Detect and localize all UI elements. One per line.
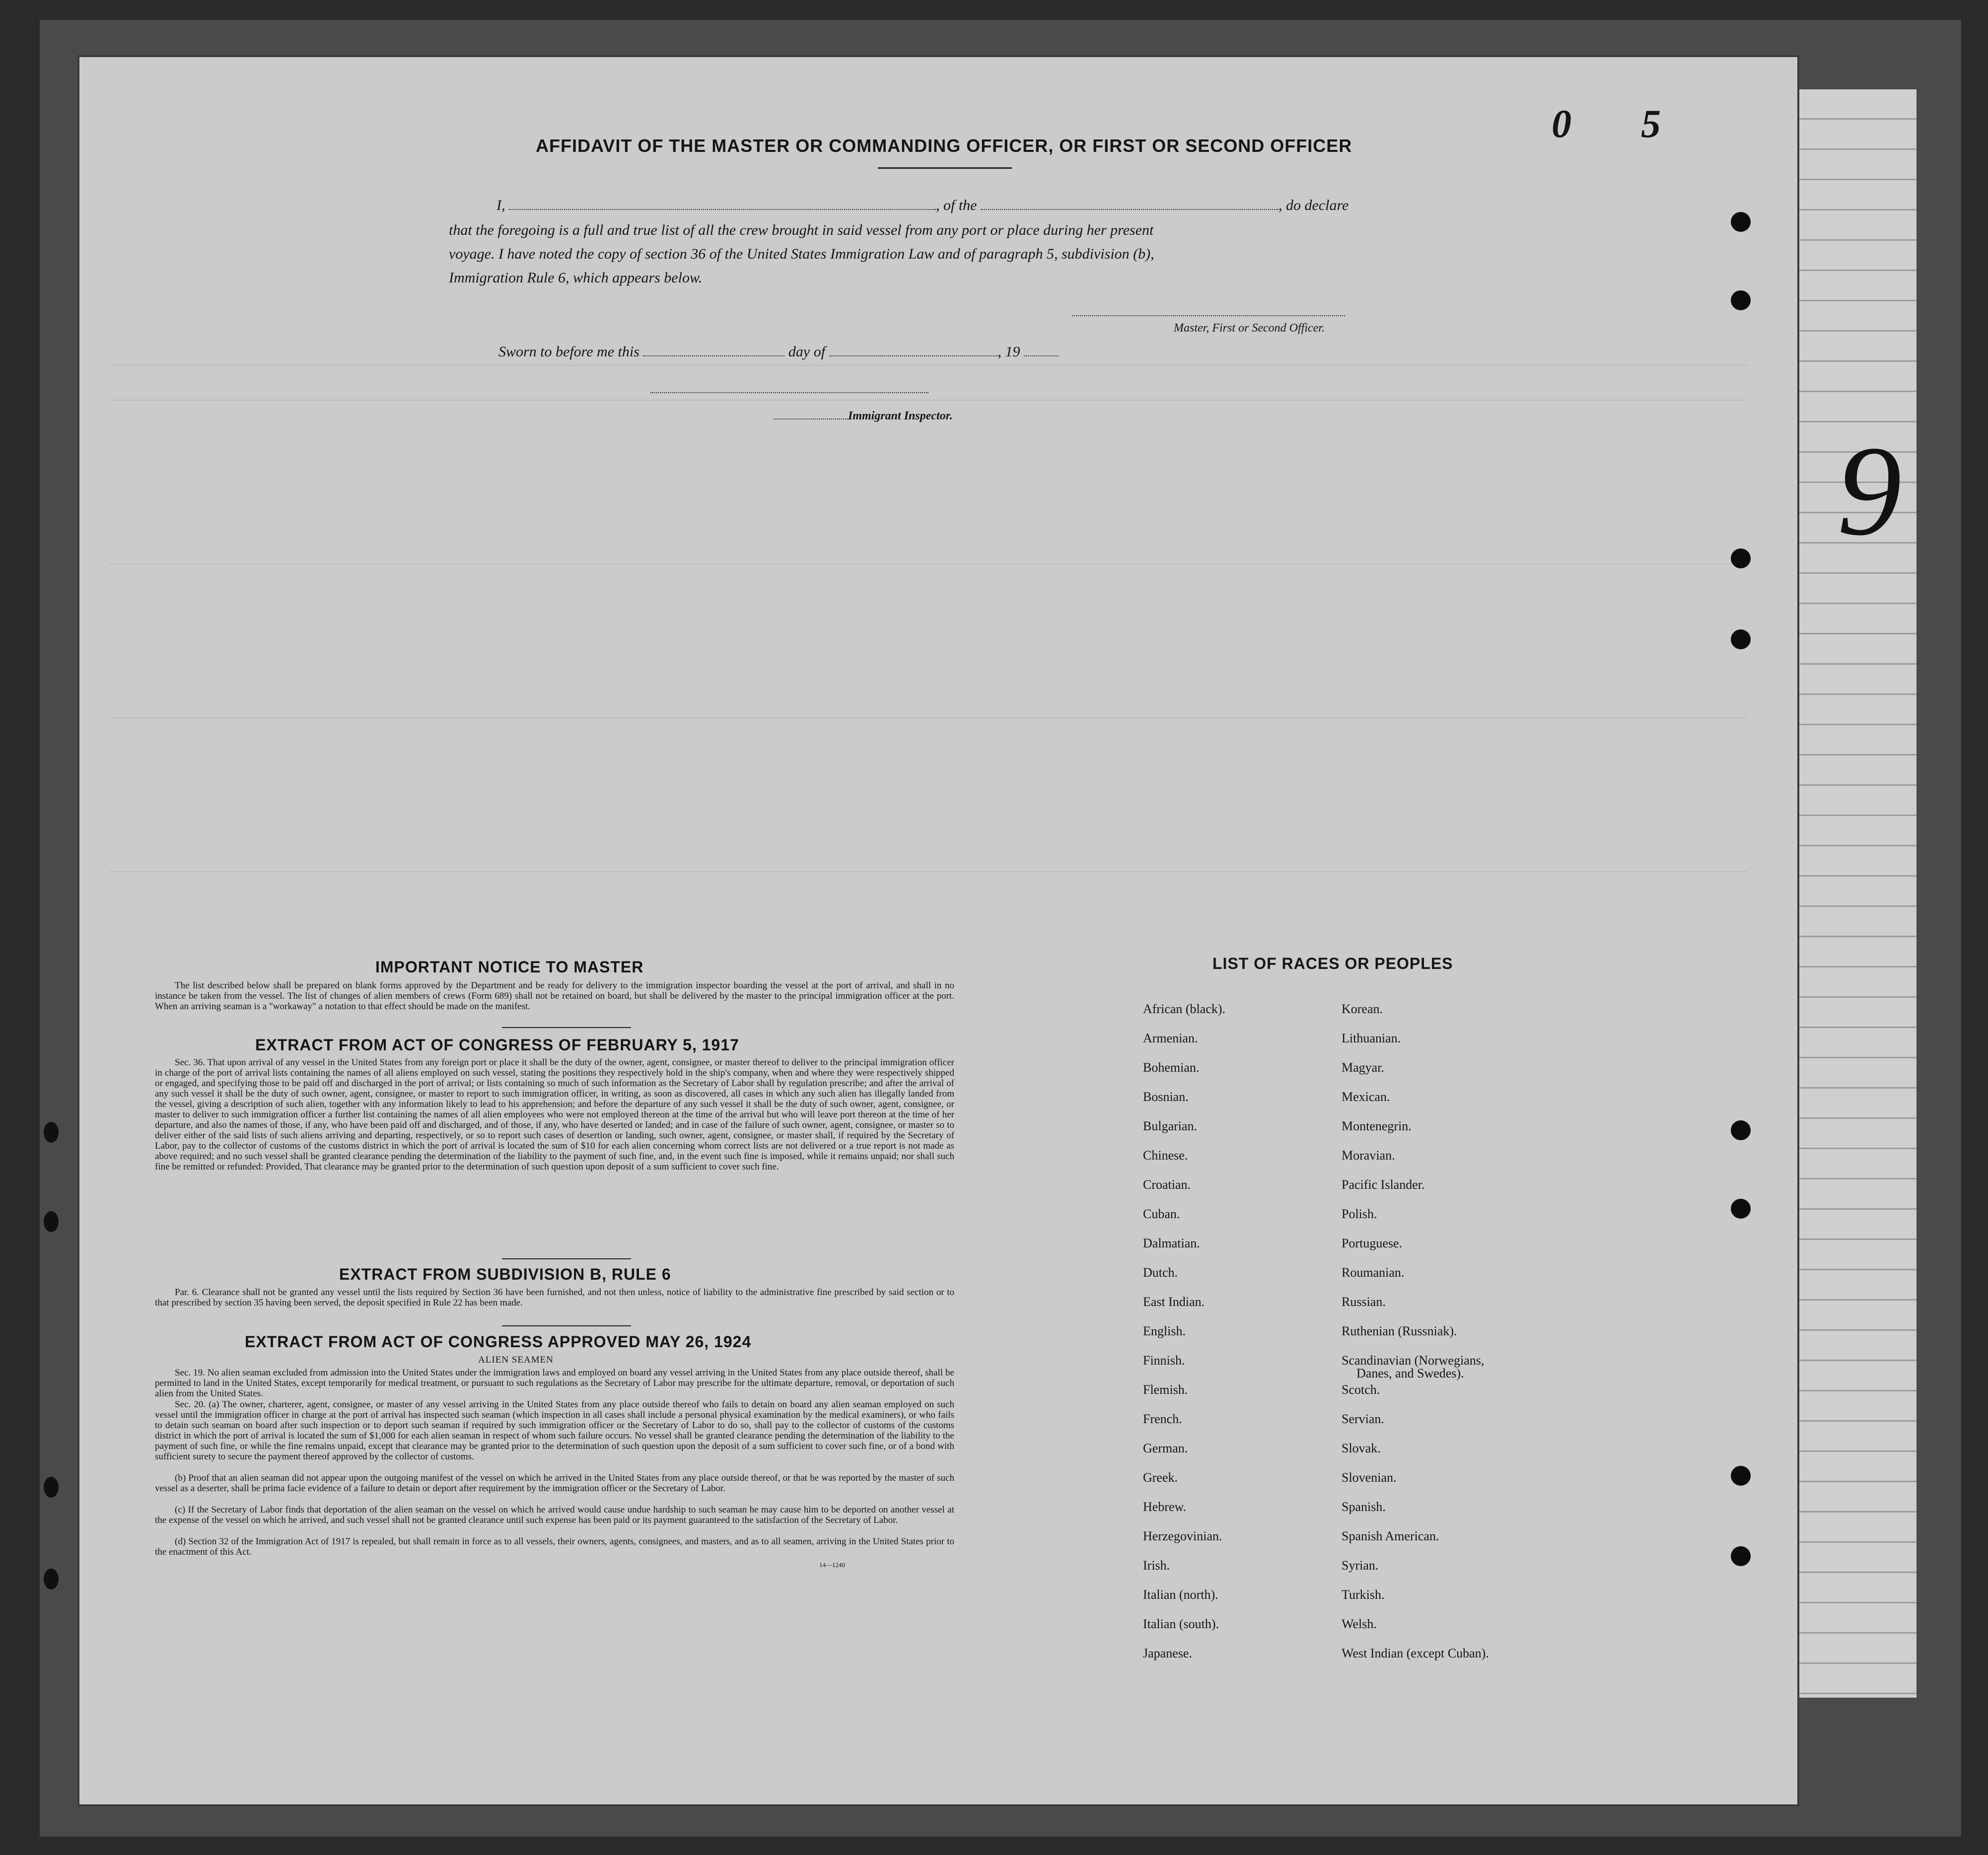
extract-1917-title: EXTRACT FROM ACT OF CONGRESS OF FEBRUARY 5, 1917 [255, 1036, 739, 1054]
sec20c-text: (c) If the Secretary of Labor finds that deportation of the alien seaman on the vessel on which he arrived would cause undue hardship to such seaman he may cause him to be deported on another vessel at the expense of the vessel on which he arrived, and such vessel shall not be granted clearance until such expense has been paid or its payment guaranteed to the satisfaction of the Secretary of Labor. [155, 1505, 954, 1525]
i-label: I, [497, 197, 505, 213]
punch-hole [1731, 549, 1751, 568]
race-item: Portuguese. [1342, 1236, 1403, 1250]
races-column-2 [1342, 1002, 1489, 1675]
master-signature-blank [1072, 315, 1345, 316]
race-item: Armenian. [1143, 1031, 1198, 1045]
sworn-label: Sworn to before me this [498, 344, 639, 360]
race-item: Moravian. [1342, 1148, 1395, 1163]
affidavit-body-line1: that the foregoing is a full and true list of all the crew brought in said vessel from any port or place during her present [449, 222, 1154, 238]
race-item: Dalmatian. [1143, 1236, 1200, 1250]
month-blank [829, 355, 998, 356]
notice-title: IMPORTANT NOTICE TO MASTER [375, 958, 644, 976]
race-item: Mexican. [1342, 1090, 1390, 1104]
race-item: Polish. [1342, 1207, 1377, 1221]
races-column-1 [1143, 1002, 1225, 1675]
inspector-caption-lead [774, 418, 848, 419]
race-item: Montenegrin. [1342, 1119, 1412, 1133]
punch-hole [44, 1477, 59, 1498]
race-item: Croatian. [1143, 1177, 1191, 1192]
notice-divider [502, 1027, 631, 1028]
race-item-continuation: Danes, and Swedes). [1356, 1366, 1464, 1380]
sworn-date-blank [643, 355, 784, 356]
affidavit-body-line2: voyage. I have noted the copy of section 36 of the United States Immigration Law and of paragraph 5, subdivision (b), [449, 246, 1154, 262]
race-item: Korean. [1342, 1002, 1383, 1016]
extract-1924-title: EXTRACT FROM ACT OF CONGRESS APPROVED MAY 26, 1924 [245, 1333, 752, 1351]
race-item: German. [1143, 1441, 1188, 1455]
race-item: Spanish. [1342, 1500, 1386, 1514]
race-item: East Indian. [1143, 1295, 1205, 1309]
bleed-through-line [109, 871, 1748, 872]
sec20b-text: (b) Proof that an alien seaman did not appear upon the outgoing manifest of the vessel on which he arrived in the United States from any place outside thereof, or that he was reported by the master of such vessel as a deserter, shall be prima facie evidence of a failure to detain or deport after requirement by the immigration officer or the Secretary of Labor. [155, 1473, 954, 1494]
race-item: Flemish. [1143, 1382, 1188, 1397]
affidavit-body-line3: Immigration Rule 6, which appears below. [449, 270, 703, 286]
race-item: West Indian (except Cuban). [1342, 1646, 1489, 1660]
title-underline [878, 167, 1012, 169]
handwritten-mark: 0 5 [1552, 102, 1691, 146]
race-item: Lithuanian. [1342, 1031, 1401, 1045]
form-number: 14—1240 [819, 1561, 845, 1569]
sec19-text: Sec. 19. No alien seaman excluded from admission into the United States under the immigration laws and employed on board any vessel arriving in the United States from any place outside thereof, shall be permitted to land in the United States, except temporarily for medical treatment, or pursuant to such regulations as the Secretary of Labor may prescribe for the ultimate departure, removal, or deportation of such alien from the United States. [155, 1368, 954, 1399]
race-item: Japanese. [1143, 1646, 1192, 1660]
bleed-through-line [109, 365, 1748, 366]
rule6-text: Par. 6. Clearance shall not be granted any vessel until the lists required by Section 36 have been furnished, and not then unless, notice of liability to the administrative fine prescribed by said section or to that prescribed by section 35 having been served, the deposit specified in Rule 22 has been made. [155, 1287, 954, 1308]
race-item: Slovenian. [1342, 1470, 1397, 1485]
race-item: Scotch. [1342, 1382, 1380, 1397]
name-blank [509, 209, 936, 210]
race-item: Servian. [1342, 1412, 1384, 1426]
race-item: Roumanian. [1342, 1265, 1405, 1280]
race-item: Cuban. [1143, 1207, 1180, 1221]
of-the-label: , of the [936, 197, 977, 213]
extract-1917-text: Sec. 36. That upon arrival of any vessel in the United States from any foreign port or place it shall be the duty of the owner, agent, consignee, or master thereof to deliver to the principal immigration officer in charge of the port of arrival lists containing the names of all aliens employed on such vessel, stating the positions they respectively hold in the ship's company, when and where they were respectively shipped or engaged, and specifying those to be paid off and discharged in the port of arrival; or lists containing so much of such information as the Secretary of Labor shall by regulation prescribe; and after the arrival of any such vessel it shall be the duty of such owner, agent, consignee, or master to report to such immigration officer, in writing, as soon as discovered, all cases in which any such alien has illegally landed from the vessel, giving a description of such alien, together with any information likely to lead to his apprehension; and before the departure of any such vessel it shall be the duty of such owner, agent, consignee, or master to deliver to such immigration officer a further list containing the names of all alien employees who were not employed thereon at the time of the arrival but who will leave port thereon at the time of her departure, and also the names of those, if any, who have been paid off and discharged, and of those, if any, who have deserted or landed; and in case of the failure of such owner, agent, consignee, or master so to deliver either of the said lists of such aliens arriving and departing, respectively, or so to report such cases of desertion or landing, such owner, agent, consignee, or master shall, if required by the Secretary of Labor, pay to the collector of customs of the customs district in which the port of arrival is located the sum of $10 for each alien concerning whom correct lists are not delivered or a true report is not made as above required; and no such vessel shall be granted clearance pending the determination of the liability to the payment of such fine, and, in the event such fine is imposed, while it remains unpaid; nor shall such fine be remitted or refunded: Provided, That clearance may be granted prior to the determination of such question upon deposit of a sum sufficient to cover such fine. [155, 1057, 954, 1172]
punch-hole [1731, 1120, 1751, 1140]
races-title: LIST OF RACES OR PEOPLES [1212, 955, 1453, 972]
punch-hole [44, 1211, 59, 1232]
race-item: Turkish. [1342, 1587, 1385, 1602]
affidavit-declare-line [497, 197, 1349, 214]
race-item: French. [1143, 1412, 1182, 1426]
race-item: Bohemian. [1143, 1060, 1200, 1075]
punch-hole [1731, 1546, 1751, 1566]
race-item: African (black). [1143, 1002, 1226, 1016]
race-item: Bulgarian. [1143, 1119, 1198, 1133]
do-declare-label: , do declare [1278, 197, 1349, 213]
race-item: Herzegovinian. [1143, 1529, 1222, 1543]
master-caption: Master, First or Second Officer. [1174, 322, 1325, 335]
race-item: Dutch. [1143, 1265, 1178, 1280]
race-item: Italian (south). [1143, 1617, 1219, 1631]
handwritten-page-number: 9 [1837, 419, 1902, 562]
race-item: Spanish American. [1342, 1529, 1439, 1543]
sworn-line [498, 344, 1059, 360]
extract-1917-divider [502, 1258, 631, 1259]
race-item: Pacific Islander. [1342, 1177, 1425, 1192]
year-label: , 19 [997, 344, 1020, 360]
race-item: Ruthenian (Russniak). [1342, 1324, 1457, 1338]
bleed-through-line [109, 717, 1748, 718]
race-item: Irish. [1143, 1558, 1170, 1573]
race-item: Russian. [1342, 1295, 1386, 1309]
race-item: Bosnian. [1143, 1090, 1189, 1104]
punch-hole [1731, 290, 1751, 310]
sec20a-text: Sec. 20. (a) The owner, charterer, agent, consignee, or master of any vessel arriving in the United States from any place outside thereof who fails to detain on board any alien seaman employed on such vessel until the immigration officer in charge at the port of arrival has inspected such seaman (which inspection in all cases shall include a personal physical examination by the medical examiners), or who fails to detain such seaman on board after such inspection or to deport such seaman if required by such immigration officer or the Secretary of Labor to do so, shall pay to the collector of customs of the customs district in which the port of arrival is located the sum of $1,000 for each alien seaman in respect of whom such failure occurs. No vessel shall be granted clearance pending the determination of the liability to the payment of such fine, or while the fine remains unpaid, except that clearance may be granted prior to the determination of such question upon the deposit of a sum sufficient to cover such fine, or of a bond with sufficient surety to secure the payment thereof approved by the collector of customs. [155, 1399, 954, 1462]
punch-hole [1731, 212, 1751, 232]
punch-hole [1731, 629, 1751, 649]
race-item: Hebrew. [1143, 1500, 1187, 1514]
race-item: Greek. [1143, 1470, 1178, 1485]
alien-seamen-subtitle: ALIEN SEAMEN [478, 1355, 554, 1365]
bleed-through-line [109, 400, 1748, 401]
race-item: Italian (north). [1143, 1587, 1218, 1602]
inspector-signature-blank [650, 392, 928, 393]
race-item: Welsh. [1342, 1617, 1377, 1631]
race-item: Chinese. [1143, 1148, 1188, 1163]
bleed-through-line [109, 563, 1748, 564]
punch-hole [44, 1122, 59, 1143]
punch-hole [1731, 1466, 1751, 1486]
inspector-caption: Immigrant Inspector. [848, 410, 953, 422]
race-item: Finnish. [1143, 1353, 1185, 1368]
sec20d-text: (d) Section 32 of the Immigration Act of 1917 is repealed, but shall remain in force as to all vessels, their owners, agents, consignees, and masters, and as to all seamen, arriving in the United States prior to the enactment of this Act. [155, 1536, 954, 1557]
affidavit-title: AFFIDAVIT OF THE MASTER OR COMMANDING OFFICER, OR FIRST OR SECOND OFFICER [536, 136, 1352, 156]
rule6-divider [502, 1325, 631, 1326]
notice-text: The list described below shall be prepared on blank forms approved by the Department and be ready for delivery to the immigration inspector boarding the vessel at the port of arrival, and shall in no instance be taken from the vessel. The list of changes of alien members of crews (Form 689) shall not be retained on board, but shall be delivered by the master to the principal immigration officer at the port. When an arriving seaman is a "workaway" a notation to that effect should be made on the manifest. [155, 980, 954, 1012]
document-page [79, 57, 1797, 1804]
rule6-title: EXTRACT FROM SUBDIVISION B, RULE 6 [339, 1265, 671, 1283]
race-item: Syrian. [1342, 1558, 1379, 1573]
race-item: English. [1143, 1324, 1186, 1338]
race-item: Slovak. [1342, 1441, 1381, 1455]
punch-hole [1731, 1199, 1751, 1219]
race-item: Magyar. [1342, 1060, 1384, 1075]
day-of-label: day of [788, 344, 826, 360]
year-blank [1024, 355, 1059, 356]
race-item: Scandinavian (Norwegians, [1342, 1353, 1485, 1368]
punch-hole [44, 1569, 59, 1589]
vessel-blank [981, 209, 1278, 210]
